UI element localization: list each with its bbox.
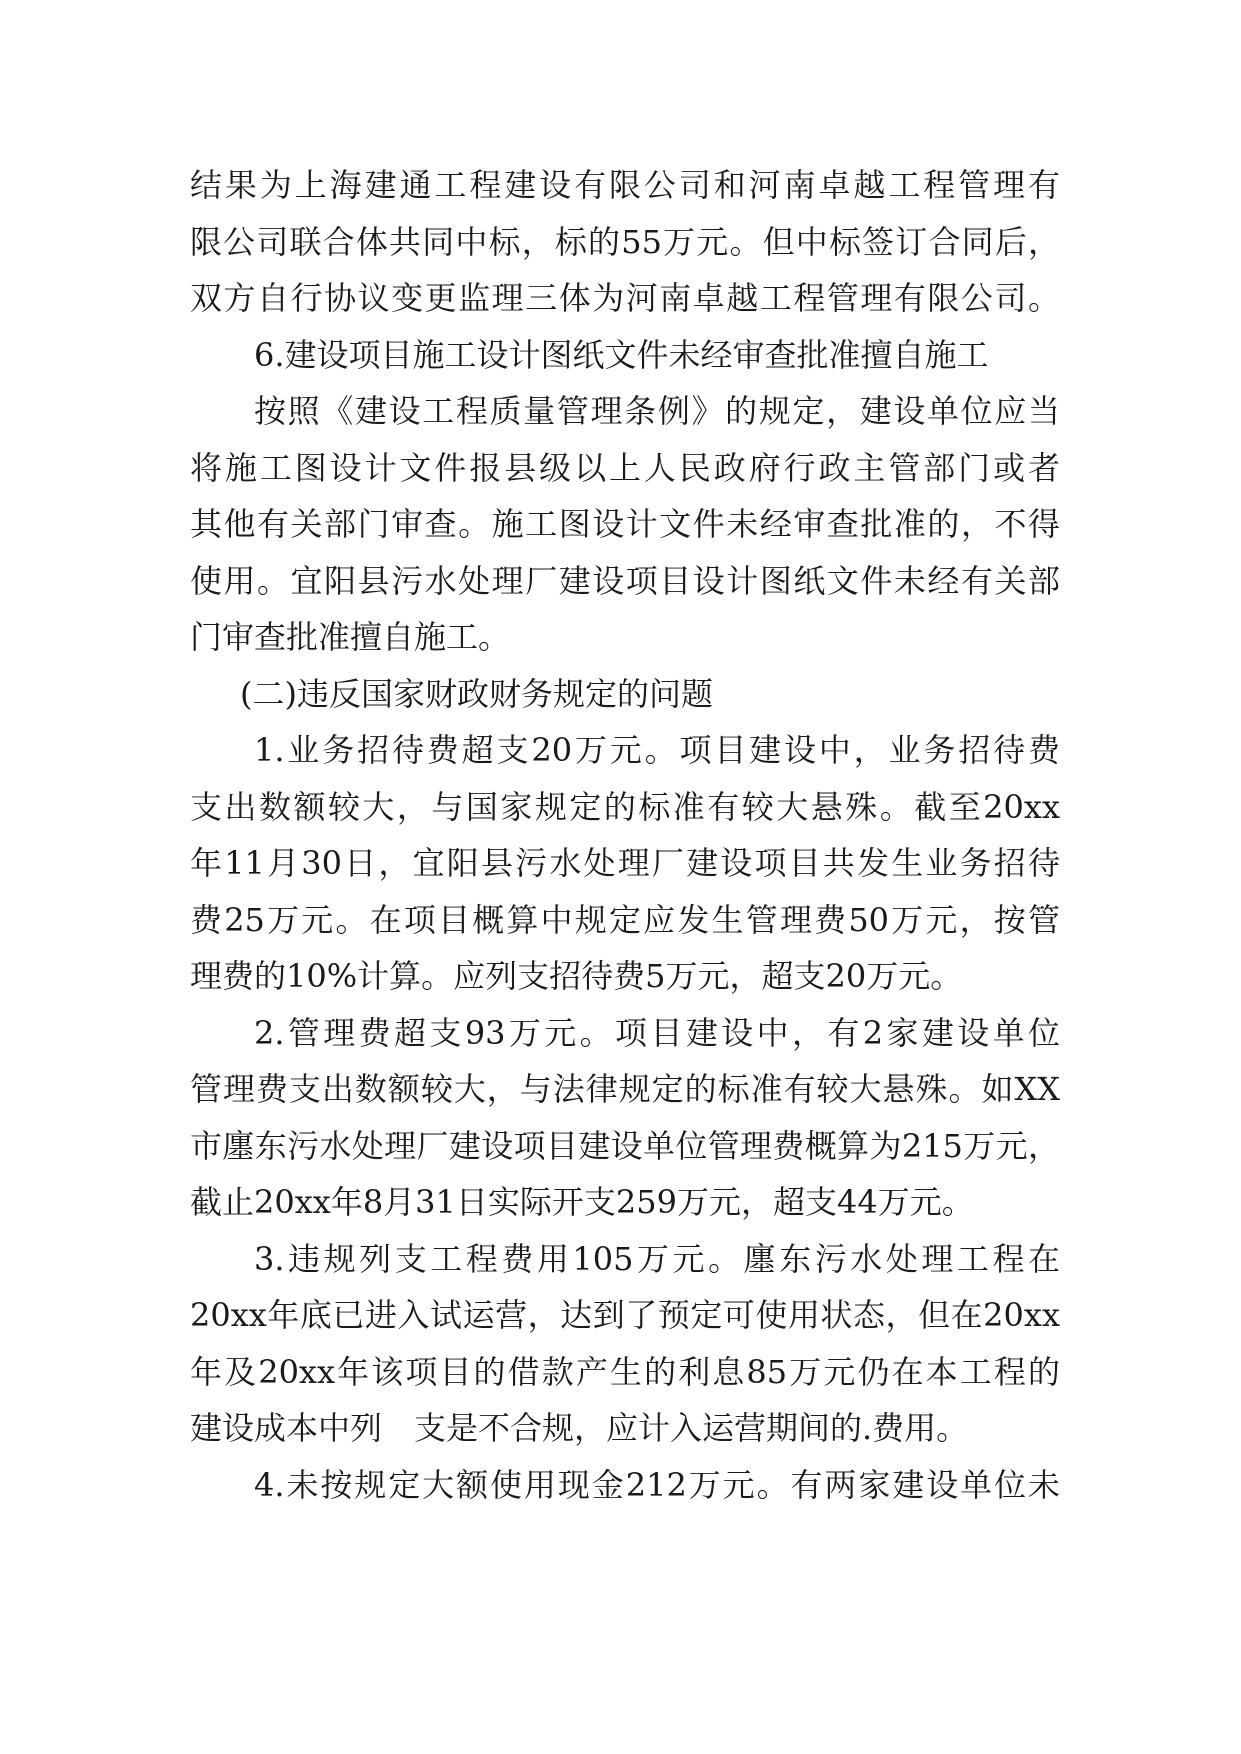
text-line: 门审查批准擅自施工。 [190,618,511,656]
text-line: 结果为上海建通工程建设有限公司和河南卓越工程管理有 [190,166,1060,204]
text-line: 理费的10%计算。应列支招待费5万元，超支20万元。 [190,957,963,995]
text-line: 按照《建设工程质量管理条例》的规定，建设单位应当 [254,392,1060,430]
text-line: 1.业务招待费超支20万元。项目建设中，业务招待费 [254,731,1060,769]
text-line: 年及20xx年该项目的借款产生的利息85万元仍在本工程的 [190,1352,1060,1391]
text-line: 建设成本中列 支是不合规，应计入运营期间的.费用。 [190,1409,969,1447]
text-line: 市廛东污水处理厂建设项目建设单位管理费概算为215万元， [190,1126,1060,1165]
text-line: 限公司联合体共同中标，标的55万元。但中标签订合同后， [190,222,1060,261]
text-line: 支出数额较大，与国家规定的标准有较大悬殊。截至20xx [190,787,1060,826]
text-line: 2.管理费超支93万元。项目建设中，有2家建设单位 [254,1013,1060,1052]
text-line: 4.未按规定大额使用现金212万元。有两家建设单位未 [254,1465,1060,1504]
text-line: 使用。宜阳县污水处理厂建设项目设计图纸文件未经有关部 [190,561,1060,600]
text-line: (二)违反国家财政财务规定的问题 [240,674,713,713]
text-line: 其他有关部门审查。施工图设计文件未经审查批准的，不得 [190,505,1060,543]
text-line: 6.建设项目施工设计图纸文件未经审查批准擅自施工 [254,335,989,374]
text-line: 费25万元。在项目概算中规定应发生管理费50万元，按管 [190,900,1060,939]
text-line: 双方自行协议变更监理三体为河南卓越工程管理有限公司。 [190,279,1060,317]
text-line: 将施工图设计文件报县级以上人民政府行政主管部门或者 [190,448,1060,487]
text-line: 管理费支出数额较大，与法律规定的标准有较大悬殊。如XX [190,1070,1060,1108]
document-body [190,157,1060,1513]
text-line: 年11月30日，宜阳县污水处理厂建设项目共发生业务招待 [190,844,1060,882]
text-line: 20xx年底已进入试运营，达到了预定可使用状态，但在20xx [190,1296,1060,1334]
text-line: 3.违规列支工程费用105万元。廛东污水处理工程在 [254,1239,1060,1278]
text-line: 截止20xx年8月31日实际开支259万元，超支44万元。 [190,1183,974,1221]
